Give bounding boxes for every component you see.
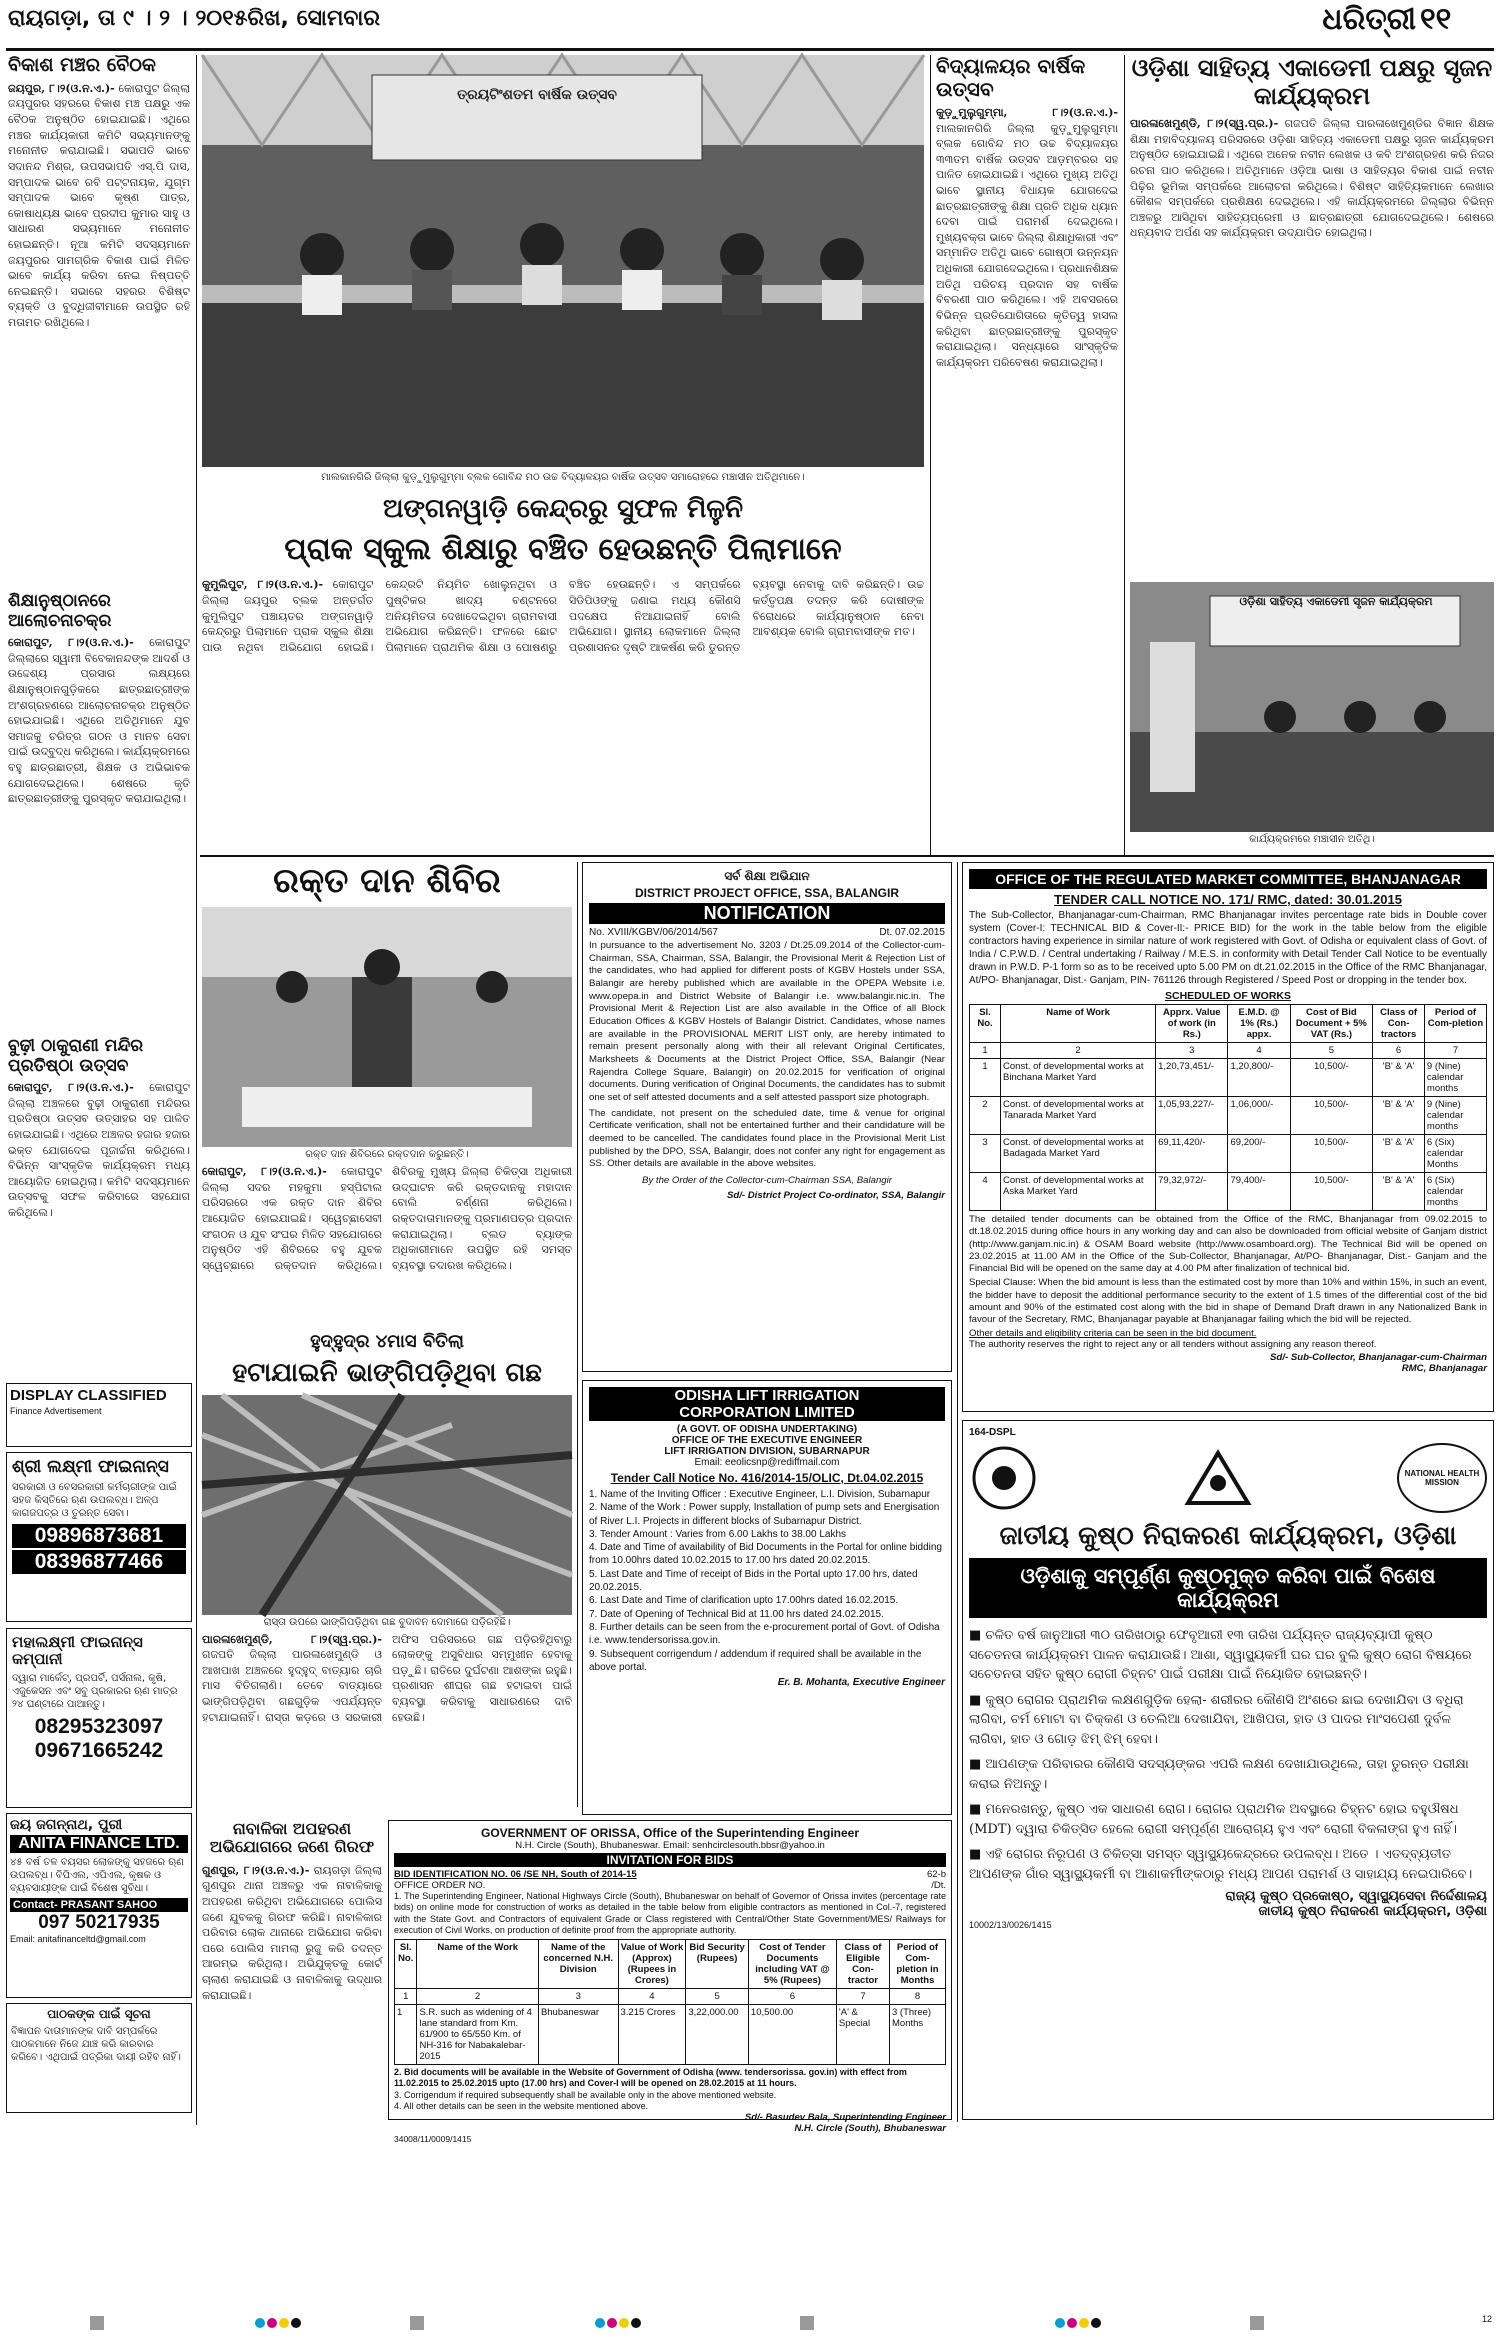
dateline: ଜୟପୁର, ୮।୨(ଓ.ନ.ଏ.)- — [8, 81, 115, 95]
col-number: 3 — [538, 1989, 618, 2005]
ad-phone: 097 50217935 — [38, 1912, 160, 1934]
dateline-header: ରାୟଗଡ଼ା, ତା ୯ । ୨ । ୨୦୧୫ରିଖ, ସୋମବାର — [8, 6, 381, 31]
col-number: 6 — [748, 1989, 836, 2005]
nh-code: 62-b — [926, 1869, 946, 1880]
nh-para1: 1. The Superintending Engineer, National Highways Circle (South), Bhubaneswar on behalf of Governor of Orissa invites (percentage rate bids) on online mode for construction of works as detailed in the table below from eligible contractors as mentioned in Col.-7, registered with the State Govt. and Contractors of equivalent Grade or Class registered with Central/Other State Government/MES/ Railways for execution of Civil Works, on production of definite proof from the appropriate authority. — [394, 1891, 946, 1935]
rmc-signature2: RMC, Bhanjanagar — [1401, 1363, 1487, 1375]
cell: 10,500.00 — [748, 2005, 836, 2065]
article-body: ରାୟଗଡ଼ା ଜିଲ୍ଲା ଗୁଣପୁର ଥାନା ଅଞ୍ଚଳରୁ ଏକ ନାବାଳିକାକୁ ଅପହରଣ କରିଥିବା ଅଭିଯୋଗରେ ପୋଲିସ ଜଣେ ଯୁବକକୁ ଗିରଫ କରିଛି। ନାବାଳିକାର ପରିବାର ଲୋକ ଥାନାରେ ଅଭିଯୋଗ କରିବା ପରେ ପୋଲିସ ମାମଲା ରୁଜୁ କରି ତଦନ୍ତ ଆରମ୍ଭ କରିଥିଲା। ଅଭିଯୁକ୍ତକୁ କୋର୍ଟ ଚାଲାଣ କରାଯାଇଛି ଓ ନାବାଳିକାକୁ ଉଦ୍ଧାର କରାଯାଇଛି। — [202, 1863, 382, 2002]
cell: 'B' & 'A' — [1373, 1135, 1425, 1173]
ad-title: ଜୟ ଜଗନ୍ନାଥ, ପୁରୀ — [10, 1817, 123, 1833]
nh-title: GOVERNMENT OF ORISSA, Office of the Superintending Engineer — [480, 1826, 860, 1840]
col-number: 8 — [890, 1989, 946, 2005]
olic-item: 3. Tender Amount : Varies from 6.00 Lakhs to 38.00 Lakhs — [589, 1528, 847, 1540]
col-header: Name of the concerned N.H. Division — [538, 1940, 618, 1989]
table-header-row — [970, 1005, 1487, 1043]
ssa-title: NOTIFICATION — [589, 903, 945, 924]
cell: 79,400/- — [1228, 1173, 1290, 1211]
olic-item: 4. Date and Time of availability of Bid Documents in the Portal for online bidding from 10.00hrs dated 10.02.2015 to 17.00 hrs dated 20.02.2015. — [589, 1542, 942, 1567]
col-header: Bid Security (Rupees) — [686, 1940, 749, 1989]
col-header: Sl. No. — [970, 1005, 1001, 1043]
nhm-bullet: ■ ଆପଣଙ୍କ ପରିବାରର କୌଣସି ସଦସ୍ୟଙ୍କର ଏପରି ଲକ୍ଷଣ ଦେଖାଯାଉଥିଲେ, ତାହା ତୁରନ୍ତ ପରୀକ୍ଷା କରାଇ ନିଅନ୍ତୁ। — [969, 1757, 1469, 1792]
photo-banner-text: ଓଡ଼ିଶା ସାହିତ୍ୟ ଏକାଡେମୀ ସୃଜନ କାର୍ଯ୍ୟକ୍ରମ — [1239, 595, 1433, 608]
ad-phone: 09896873681 — [12, 1524, 186, 1548]
cell: 2 — [970, 1097, 1001, 1135]
ad-title: DISPLAY CLASSIFIED — [10, 1387, 167, 1404]
col-number: 4 — [1228, 1043, 1290, 1059]
olic-item: 1. Name of the Inviting Officer : Executive Engineer, L.I. Division, Subarnapur — [589, 1489, 931, 1500]
cell: 10,500/- — [1290, 1173, 1373, 1211]
blood-camp-image — [202, 907, 572, 1147]
col-header: Class of Eligible Con-tractor — [836, 1940, 889, 1989]
masthead: ଧରିତ୍ରୀ — [1322, 2, 1416, 37]
cell: 79,32,972/- — [1156, 1173, 1228, 1211]
olic-sub2: OFFICE OF THE EXECUTIVE ENGINEER — [671, 1435, 863, 1446]
ad-title: ମହାଲକ୍ଷ୍ମୀ ଫାଇନାନ୍ସ କମ୍ପାନୀ — [12, 1633, 143, 1669]
table-number-row — [395, 1989, 946, 2005]
col-header: Sl. No. — [395, 1940, 417, 1989]
headline: ନାବାଳିକା ଅପହରଣ ଅଭିଯୋଗରେ ଜଣେ ଗିରଫ — [209, 1819, 375, 1857]
headline: ଓଡ଼ିଶା ସାହିତ୍ୟ ଏକାଡେମୀ ପକ୍ଷରୁ ସୃଜନ କାର୍ଯ୍ୟକ୍ରମ — [1131, 54, 1493, 110]
article-bikash-manch — [8, 55, 190, 585]
nhm-bullet-text: ଚଳିତ ବର୍ଷ ଜାନୁଆରୀ ୩୦ ତାରିଖଠାରୁ ଫେବୃଆରୀ ୧୩ ତାରିଖ ପର୍ଯ୍ୟନ୍ତ ରାଜ୍ୟବ୍ୟାପୀ କୁଷ୍ଠ ସଚେତନତା କାର୍ଯ୍ୟକ୍ରମ ପାଳନ କରାଯାଉଛି। ଆଶା, ସ୍ୱାସ୍ଥ୍ୟକର୍ମୀ ଘର ଘର ବୁଲି କୁଷ୍ଠ ରୋଗ ବିଷୟରେ ସଚେତନତା ସହିତ କୁଷ୍ଠ ରୋଗୀ ଚିହ୍ନଟ ପାଇଁ ପରୀକ୍ଷା ପାଇଁ ନିୟୋଜିତ ହୋଇଛନ୍ତି। — [969, 1628, 1472, 1683]
table-row — [970, 1173, 1487, 1211]
cell: 'B' & 'A' — [1373, 1173, 1425, 1211]
article-body: କୋରାପୁଟ ଜିଲ୍ଲାରେ ସ୍ୱାମୀ ବିବେକାନନ୍ଦଙ୍କ ଆଦର୍ଶ ଓ ଉଦ୍ଦେଶ୍ୟ ପ୍ରସାର ଲକ୍ଷ୍ୟରେ ଶିକ୍ଷାନୁଷ୍ଠାନଗୁଡ଼ିକରେ ଛାତ୍ରଛାତ୍ରୀଙ୍କ ଅଂଶଗ୍ରହଣରେ ଆଲୋଚନାଚକ୍ର ଅନୁଷ୍ଠିତ ହୋଇଯାଇଛି। ଏଥିରେ ଅତିଥିମାନେ ଯୁବ ସମାଜକୁ ଚରିତ୍ର ଗଠନ ଓ ମାନବ ସେବା ପାଇଁ ଉଦ୍ବୁଦ୍ଧ କରିଥିଲେ। କାର୍ଯ୍ୟକ୍ରମରେ ବହୁ ଛାତ୍ରଛାତ୍ରୀ, ଶିକ୍ଷକ ଓ ଅଭିଭାବକ ଯୋଗଦେଇଥିଲେ। ଶେଷରେ କୃତି ଛାତ୍ରଛାତ୍ରୀଙ୍କୁ ପୁରସ୍କୃତ କରାଯାଇଥିଲା। — [8, 636, 190, 806]
notice-body: ବିଜ୍ଞାପନ ଦାତାମାନଙ୍କ ଦାବି ସମ୍ପର୍କରେ ପାଠକମାନେ ନିଜେ ଯାଞ୍ଚ କରି କାରବାର କରିବେ। ଏଥିପାଇଁ ପତ୍ରିକା ଦାୟୀ ରହିବ ନାହିଁ। — [11, 2025, 181, 2063]
ad-subtitle: Finance Advertisement — [10, 1406, 102, 1416]
nh-para4: 4. All other details can be seen in the website mentioned above. — [394, 2100, 649, 2111]
headline: ବିକାଶ ମଞ୍ଚର ବୈଠକ — [8, 54, 156, 76]
family-health-icon — [1178, 1443, 1258, 1513]
nh-reference: 34008/11/0009/1415 — [394, 2134, 472, 2144]
table-row — [970, 1135, 1487, 1173]
cell: Const. of developmental works at Badagada Market Yard — [1001, 1135, 1156, 1173]
column-rule — [196, 55, 197, 2125]
col-header: Period of Com-pletion in Months — [890, 1940, 946, 1989]
nhm-bullet: ■ ଚଳିତ ବର୍ଷ ଜାନୁଆରୀ ୩୦ ତାରିଖଠାରୁ ଫେବୃଆରୀ ୧୩ ତାରିଖ ପର୍ଯ୍ୟନ୍ତ ରାଜ୍ୟବ୍ୟାପୀ କୁଷ୍ଠ ସଚେତନତା କାର୍ଯ୍ୟକ୍ରମ ପାଳନ କରାଯାଉଛି। ଆଶା, ସ୍ୱାସ୍ଥ୍ୟକର୍ମୀ ଘର ଘର ବୁଲି କୁଷ୍ଠ ରୋଗ ବିଷୟରେ ସଚେତନତା ସହିତ କୁଷ୍ଠ ରୋଗୀ ଚିହ୍ନଟ ପାଇଁ ପରୀକ୍ଷା ପାଇଁ ନିୟୋଜିତ ହୋଇଛନ୍ତି। — [969, 1628, 1472, 1683]
notice-title: ପାଠକଙ୍କ ପାଇଁ ସୂଚନା — [47, 2007, 151, 2021]
ad-anita-finance — [6, 1813, 192, 1998]
photo-caption: କାର୍ଯ୍ୟକ୍ରମରେ ମଞ୍ଚାସୀନ ଅତିଥି। — [1249, 834, 1375, 846]
page-number: ୧୧ — [1420, 2, 1452, 37]
cell: Const. of developmental works at Tanarada Market Yard — [1001, 1097, 1156, 1135]
rmc-signature1: Sd/- Sub-Collector, Bhanjanagar-cum-Chairman — [1270, 1352, 1487, 1364]
dateline: କୋରାପୁଟ, ୮।୨(ଓ.ନ.ଏ.)- — [8, 636, 134, 650]
rmc-notice-no: TENDER CALL NOTICE NO. 171/ RMC, dated: 30.01.2015 — [1054, 892, 1402, 907]
nhm-bullet-text: ମନେରଖନ୍ତୁ, କୁଷ୍ଠ ଏକ ସାଧାରଣ ରୋଗ। ରୋଗର ପ୍ରାଥମିକ ଅବସ୍ଥାରେ ଚିହ୍ନଟ ହୋଇ ବହୁଔଷଧ (MDT) ଦ୍ୱାରା ଚିକିତ୍ସିତ ହେଲେ ରୋଗୀ ସମ୍ପୂର୍ଣ୍ଣ ଆରୋଗ୍ୟ ହୁଏ ଏବଂ ରୋଗୀ ବିକଳାଙ୍ଗ ହୁଏ ନାହିଁ। — [969, 1802, 1459, 1837]
photo-caption: ରାସ୍ତା ଉପରେ ଭାଙ୍ଗିପଡ଼ିଥିବା ଗଛ ବୁଦାବନ ଦୋମାରେ ପଡ଼ିରହିଛି। — [263, 1616, 511, 1628]
nhm-bullet-text: ଆପଣଙ୍କ ପରିବାରର କୌଣସି ସଦସ୍ୟଙ୍କର ଏପରି ଲକ୍ଷଣ ଦେଖାଯାଉଥିଲେ, ତାହା ତୁରନ୍ତ ପରୀକ୍ଷା କରାଇ ନିଅନ୍ତୁ। — [969, 1757, 1469, 1792]
olic-item: 6. Last Date and Time of clarification upto 17.00hrs dated 16.02.2015. — [589, 1595, 899, 1607]
nhm-bullet: ■ କୁଷ୍ଠ ରୋଗର ପ୍ରାଥମିକ ଲକ୍ଷଣଗୁଡ଼ିକ ହେଲା- ଶରୀରର କୌଣସି ଅଂଶରେ ଛାଇ ଦେଖାଯିବା ଓ ବଧିରା ଲାଗିବା, ଚର୍ମ ମୋଟା ବା ଚିକ୍କଣ ଓ ତେଲିଆ ଦେଖାଯିବା, ଆଖିପତା, ହାତ ଓ ପାଦର ମାଂସପେଶୀ ଦୁର୍ବଳ ଲାଗିବା, ହାତ ଓ ଗୋଡ଼ ଝିମ୍ ଝିମ୍ ହେବା। — [969, 1692, 1464, 1747]
headline: ପ୍ରାକ ସ୍କୁଲ ଶିକ୍ଷାରୁ ବଞ୍ଚିତ ହେଉଛନ୍ତି ପିଲାମାନେ — [284, 531, 842, 567]
header-rule — [6, 48, 1494, 51]
ssa-body1: In pursuance to the advertisement No. 3203 / Dt.25.09.2014 of the Collector-cum-Chairman, SSA, Chairman, SSA, Balangir, the Provisional Merit & Rejection List of the candidates, who had applied for different posts of KGBV Hostels under SSA, Balangir are hereby published which are available in the OPEPA Website i.e. www.opepa.in and District Website of Balangir i.e. www.balangir.nic.in. The Provisional Merit & Rejection List are also available in the Office of all Block Education Offices & KGBV Hostels of Balangir District. Candidates, whose names are available in the PROVISIONAL MERIT LIST only, are hereby intimated to remain present personally along with their all relevant Original Certificates, Marksheets & Documents at the District Project Office, SSA, Balangir (Near Rajendra College Square, Balangir) on 20.02.2015 for verification of original documents. During verification of Original Documents, the candidates has to submit one set of self attested documents and a self attested passport size photograph. — [589, 940, 945, 1103]
print-registration-marks — [0, 2310, 1500, 2335]
article-body: କୋରାପୁଟ ଜିଲ୍ଲା ଜୟପୁରର ସହରରେ ବିକାଶ ମଞ୍ଚ ପକ୍ଷରୁ ଏକ ବୈଠକ ଅନୁଷ୍ଠିତ ହୋଇଯାଇଛି। ଏଥିରେ ମଞ୍ଚର କାର୍ଯ୍ୟକାରୀ କମିଟି ସଭ୍ୟମାନଙ୍କୁ ମନୋନୀତ କରାଯାଇଛି। ସଭାପତି ଭାବେ ସଦାନନ୍ଦ ମିଶ୍ର, ଉପସଭାପତି ଏସ୍‌.ପି ଦାସ, ସମ୍ପାଦକ ଭାବେ ରବି ପଟ୍ଟନାୟକ, ଯୁଗ୍ମ ସମ୍ପାଦକ ଭାବେ କୃଷ୍ଣ ପାତ୍ର, କୋଷାଧ୍ୟକ୍ଷ ଭାବେ ପ୍ରଦୀପ କୁମାର ସାହୁ ଓ ସାଧାରଣ ସଭ୍ୟମାନେ ମନୋନୀତ ହୋଇଛନ୍ତି। ନୂଆ କମିଟି ସଦସ୍ୟମାନେ ଜୟପୁରର ସାମଗ୍ରିକ ବିକାଶ ପାଇଁ ମିଳିତ ଭାବେ କାର୍ଯ୍ୟ କରିବା ନେଇ ନିଷ୍ପତ୍ତି ନେଇଛନ୍ତି। ସଭାରେ ସହରର ବିଶିଷ୍ଟ ବ୍ୟକ୍ତି ଓ ବୁଦ୍ଧିଜୀବୀମାନେ ଉପସ୍ଥିତ ରହି ମତାମତ ରଖିଥିଲେ। — [8, 81, 190, 329]
nhm-bullet: ■ ମନେରଖନ୍ତୁ, କୁଷ୍ଠ ଏକ ସାଧାରଣ ରୋଗ। ରୋଗର ପ୍ରାଥମିକ ଅବସ୍ଥାରେ ଚିହ୍ନଟ ହୋଇ ବହୁଔଷଧ (MDT) ଦ୍ୱାରା ଚିକିତ୍ସିତ ହେଲେ ରୋଗୀ ସମ୍ପୂର୍ଣ୍ଣ ଆରୋଗ୍ୟ ହୁଏ ଏବଂ ରୋଗୀ ବିକଳାଙ୍ଗ ହୁଏ ନାହିଁ। — [969, 1802, 1459, 1837]
cell: 69,11,420/- — [1156, 1135, 1228, 1173]
rmc-tender — [962, 862, 1494, 1412]
cell: 10,500/- — [1290, 1097, 1373, 1135]
col-number: 5 — [686, 1989, 749, 2005]
nhm-signature1: ରାଜ୍ୟ କୁଷ୍ଠ ପ୍ରକୋଷ୍ଠ, ସ୍ୱାସ୍ଥ୍ୟସେବା ନିର୍ଦ୍ଦେଶାଳୟ — [1225, 1889, 1487, 1905]
cell: 6 (Six) calendar Months — [1424, 1135, 1486, 1173]
col-header: Name of Work — [1001, 1005, 1156, 1043]
dateline: କୋରାପୁଟ, ୮।୨(ଓ.ନ.ଏ.)- — [8, 1081, 134, 1095]
nhm-title: ଜାତୀୟ କୁଷ୍ଠ ନିରାକରଣ କାର୍ଯ୍ୟକ୍ରମ, ଓଡ଼ିଶା — [999, 1521, 1457, 1551]
nh-order: OFFICE ORDER NO. — [394, 1880, 486, 1891]
article-fallen-trees — [202, 1332, 572, 1812]
nh-signature1: Sd/- Basudev Bala, Superintending Engineer — [744, 2112, 946, 2123]
rmc-other: Other details and eligibility criteria can be seen in the bid document. — [969, 1328, 1257, 1340]
nhm-leprosy-ad — [962, 1420, 1494, 2120]
ad-title: ଶ୍ରୀ ଲକ୍ଷ୍ମୀ ଫାଇନାନ୍ସ — [12, 1457, 169, 1477]
headline: ରକ୍ତ ଦାନ ଶିବିର — [273, 861, 501, 901]
olic-sub1: (A GOVT. OF ODISHA UNDERTAKING) — [676, 1424, 858, 1435]
article-body: କୋରାପୁଟ ଜିଲ୍ଲା ଅଞ୍ଚଳରେ ବୁଢ଼ୀ ଠାକୁରାଣୀ ମନ୍ଦିରର ପ୍ରତିଷ୍ଠା ଉତ୍ସବ ଉତ୍ସାହର ସହ ପାଳିତ ହୋଇଯାଇଛି। ଏଥିରେ ଅଞ୍ଚଳର ହଜାର ହଜାର ଭକ୍ତ ଯୋଗଦେଇ ପୂଜାର୍ଚ୍ଚନା କରିଥିଲେ। ବିଭିନ୍ନ ସାଂସ୍କୃତିକ କାର୍ଯ୍ୟକ୍ରମ ମଧ୍ୟ ଆୟୋଜିତ ହୋଇଥିଲା। କମିଟି ସଦସ୍ୟମାନେ ଉତ୍ସବକୁ ସଫଳ କରିବାରେ ସହଯୋଗ କରିଥିଲେ। — [8, 1081, 190, 1219]
olic-sub3: LIFT IRRIGATION DIVISION, SUBARNAPUR — [664, 1446, 870, 1457]
cell: 4 — [970, 1173, 1001, 1211]
olic-item: 2. Name of the Work : Power supply, Installation of pump sets and Energisation of River L.I. Projects in different blocks of Subarnapur District. — [589, 1502, 940, 1527]
headline: ହଟାଯାଇନି ଭାଙ୍ଗିପଡ଼ିଥିବା ଗଛ — [232, 1357, 542, 1388]
dateline: କୋରାପୁଟ, ୮।୨(ଓ.ନ.ଏ.)- — [202, 1165, 327, 1179]
olic-item: 9. Subsequent corrigendum / addendum if required shall be available in the above portal. — [589, 1648, 922, 1673]
cell: 69,200/- — [1228, 1135, 1290, 1173]
olic-title — [589, 1387, 945, 1421]
col-header: Cost of Bid Document + 5% VAT (Rs.) — [1290, 1005, 1373, 1043]
dateline: ପାରଳାଖେମୁଣ୍ଡି, ୮।୨(ସ୍ୱ.ପ୍ର.)- — [1130, 117, 1279, 131]
article-temple — [8, 1037, 190, 1377]
article-kidnap — [202, 1820, 382, 2120]
dateline: ପାରଳାଖେମୁଣ୍ଡି, ୮।୨(ସ୍ୱ.ପ୍ର.)- — [202, 1632, 382, 1646]
nhm-bullet-text: ଏହି ରୋଗର ନିରୂପଣ ଓ ଚିକିତ୍ସା ସମସ୍ତ ସ୍ୱାସ୍ଥ୍ୟକେନ୍ଦ୍ରରେ ଉପଲବ୍ଧ। ଅତେ । ଏତଦ୍‌ବ୍ୟତୀତ ଆପଣଙ୍କ ଗାଁର ସ୍ୱାସ୍ଥ୍ୟକର୍ମୀ ବା ଆଶାକର୍ମୀଙ୍କଠାରୁ ମଧ୍ୟ ଆପଣ ପରାମର୍ଶ ଓ ସାହାଯ୍ୟ ନେଇପାରିବେ। — [969, 1847, 1473, 1882]
col-header: E.M.D. @ 1% (Rs.) appx. — [1228, 1005, 1290, 1043]
ssa-signature: Sd/- District Project Co-ordinator, SSA, Balangir — [726, 1189, 945, 1201]
ad-sri-lakshmi — [6, 1452, 192, 1622]
nh-address: N.H. Circle (South), Bhubaneswar. Email: senhcirclesouth.bbsr@yahoo.in — [515, 1840, 825, 1851]
col-number: 6 — [1373, 1043, 1425, 1059]
cell: 1 — [395, 2005, 417, 2065]
nhm-bullet-text: କୁଷ୍ଠ ରୋଗର ପ୍ରାଥମିକ ଲକ୍ଷଣଗୁଡ଼ିକ ହେଲା- ଶରୀରର କୌଣସି ଅଂଶରେ ଛାଇ ଦେଖାଯିବା ଓ ବଧିରା ଲାଗିବା, ଚର୍ମ ମୋଟା ବା ଚିକ୍କଣ ଓ ତେଲିଆ ଦେଖାଯିବା, ଆଖିପତା, ହାତ ଓ ପାଦର ମାଂସପେଶୀ ଦୁର୍ବଳ ଲାଗିବା, ହାତ ଓ ଗୋଡ଼ ଝିମ୍ ଝିମ୍ ହେବା। — [969, 1692, 1464, 1747]
dateline: କୁଡ଼ୁମୁଲୁଗୁମ୍ମା, ୮।୨(ଓ.ନ.ଏ.)- — [936, 106, 1118, 119]
cell: 3.215 Crores — [618, 2005, 686, 2065]
table-header-row — [395, 1940, 946, 1989]
article-body: ମାଲକାନଗିରି ଜିଲ୍ଲା କୁଡ଼ୁମୁଲୁଗୁମ୍ମା ବ୍ଲକ ଗୋବିନ୍ଦ ମଠ ଉଚ୍ଚ ବିଦ୍ୟାଳୟର ୩୩ତମ ବାର୍ଷିକ ଉତ୍ସବ ଆଡ଼ମ୍ବରର ସହ ପାଳିତ ହୋଇଯାଇଛି। ଏଥିରେ ମୁଖ୍ୟ ଅତିଥି ଭାବେ ସ୍ଥାନୀୟ ବିଧାୟକ ଯୋଗଦେଇ ଛାତ୍ରଛାତ୍ରୀଙ୍କୁ ଶିକ୍ଷା ପ୍ରତି ଅଧିକ ଧ୍ୟାନ ଦେବା ପାଇଁ ପରାମର୍ଶ ଦେଇଥିଲେ। ମୁଖ୍ୟବକ୍ତା ଭାବେ ଜିଲ୍ଲା ଶିକ୍ଷାଧିକାରୀ ଏବଂ ସମ୍ମାନିତ ଅତିଥି ଭାବେ ଗୋଷ୍ଠୀ ଉନ୍ନୟନ ଅଧିକାରୀ ଯୋଗଦେଇଥିଲେ। ପ୍ରଧାନଶିକ୍ଷକ ଅତିଥି ପରିଚୟ ପ୍ରଦାନ ସହ ବାର୍ଷିକ ବିବରଣୀ ପାଠ କରିଥିଲେ। ଏହି ଅବସରରେ ବିଭିନ୍ନ ପ୍ରତିଯୋଗିତାରେ କୃତିତ୍ୱ ହାସଲ କରିଥିବା ଛାତ୍ରଛାତ୍ରୀଙ୍କୁ ପୁରସ୍କୃତ କରାଯାଇଥିଲା। ସନ୍ଧ୍ୟାରେ ସାଂସ୍କୃତିକ କାର୍ଯ୍ୟକ୍ରମ ପରିବେଷଣ କରାଯାଇଥିଲା। — [936, 121, 1118, 369]
dateline: କୁମୁଲିପୁଟ, ୮।୨(ଓ.ନ.ଏ.)- — [202, 578, 324, 592]
ssa-body2: The candidate, not present on the scheduled date, time & venue for original Certificate verification, shall not be entertained further and their candidature will be deemed to be cancelled. The candidates found place in the Provisional Merit List published by the DPO, SSA, Balangir, does not confer any right for engagement as SS. Other details are available in the above websites. — [589, 1107, 945, 1170]
ad-body: ୪୫ ବର୍ଷ ତଳ ବୟସର ଲୋକଙ୍କୁ ସହଜରେ ଋଣ ଉପଲବ୍ଧ। ବିପିଏଲ, ଏପିଏଲ, କୃଷକ ଓ ବ୍ୟବସାୟୀଙ୍କ ପାଇଁ ବିଶେଷ ସୁବିଧା। — [10, 1857, 184, 1895]
headline: ଶିକ୍ଷାନୁଷ୍ଠାନରେ ଆଲୋଚନାଚକ୍ର — [8, 591, 112, 631]
ssa-number: No. XVIII/KGBV/06/2014/567 — [589, 927, 718, 938]
footer-page-number: 12 — [1481, 2314, 1492, 2324]
col-number: 1 — [395, 1989, 417, 2005]
kicker: ହୁଦ୍‌ହୁଦ୍‌ର ୪ମାସ ବିତିଲା — [310, 1331, 464, 1352]
headline: ବୁଢ଼ୀ ଠାକୁରାଣୀ ମନ୍ଦିର ପ୍ରତିଷ୍ଠା ଉତ୍ସବ — [8, 1036, 144, 1076]
cell: 3,22,000.00 — [686, 2005, 749, 2065]
ad-phone: 09671665242 — [34, 1738, 164, 1762]
col-number: 4 — [618, 1989, 686, 2005]
nhm-signature2: ଜାତୀୟ କୁଷ୍ଠ ନିରାକରଣ କାର୍ଯ୍ୟକ୍ରମ, ଓଡ଼ିଶା — [1258, 1904, 1487, 1920]
col-number: 1 — [970, 1043, 1001, 1059]
olic-item: 8. Further details can be seen from the e-procurement portal of Govt. of Odisha i.e. www.tendersorissa.gov.in. — [589, 1621, 940, 1647]
article-body: ଗଜପତି ଜିଲ୍ଲା ପାରଳାଖେମୁଣ୍ଡିର ବିଜ୍ଞାନ ଶିକ୍ଷକ ଶିକ୍ଷା ମହାବିଦ୍ୟାଳୟ ପରିସରରେ ଓଡ଼ିଶା ସାହିତ୍ୟ ଏକାଡେମୀ ପକ୍ଷରୁ ସୃଜନ କାର୍ଯ୍ୟକ୍ରମ ଅନୁଷ୍ଠିତ ହୋଇଯାଇଛି। ଏଥିରେ ଅନେକ ନବୀନ ଲେଖକ ଓ କବି ଅଂଶଗ୍ରହଣ କରି ନିଜର ରଚନା ପାଠ କରିଥିଲେ। ଅତିଥିମାନେ ଓଡ଼ିଆ ଭାଷା ଓ ସାହିତ୍ୟର ବିକାଶ ପାଇଁ ନବୀନ ପିଢ଼ିର ଭୂମିକା ସମ୍ପର୍କରେ ଆଲୋଚନା କରିଥିଲେ। ବିଶିଷ୍ଟ ସାହିତ୍ୟିକମାନେ ଲେଖାର କୌଶଳ ସମ୍ପର୍କରେ ପ୍ରଶିକ୍ଷଣ ଦେଇଥିଲେ। ଏହି କାର୍ଯ୍ୟକ୍ରମରେ ଜିଲ୍ଲାର ବିଭିନ୍ନ ଅଞ୍ଚଳରୁ ଆସିଥିବା ସାହିତ୍ୟପ୍ରେମୀ ଓ ଛାତ୍ରଛାତ୍ରୀ ଯୋଗଦେଇଥିଲେ। ଶେଷରେ ଧନ୍ୟବାଦ ଅର୍ପଣ ସହ କାର୍ଯ୍ୟକ୍ରମ ଉଦ୍‌ଯାପିତ ହୋଇଥିଲା। — [1130, 117, 1494, 240]
ad-phone: 08396877466 — [12, 1550, 186, 1574]
cell: S.R. such as widening of 4 lane standard from Km. 61/900 to 65/550 Km. of NH-316 for Nabakalebar-2015 — [417, 2005, 538, 2065]
olic-notice-no: Tender Call Notice No. 416/2014-15/OLIC, Dt.04.02.2015 — [610, 1471, 924, 1485]
kicker: ଅଙ୍ଗନୱାଡ଼ି କେନ୍ଦ୍ରରୁ ସୁଫଳ ମିଳୁନି — [383, 494, 743, 524]
cell: 6 (Six) calendar months — [1424, 1173, 1486, 1211]
article-seminar — [8, 592, 190, 1032]
cell: Const. of developmental works at Aska Market Yard — [1001, 1173, 1156, 1211]
cell: 3 (Three) Months — [890, 2005, 946, 2065]
odisha-emblem-icon — [969, 1443, 1039, 1513]
article-blood-donation — [202, 862, 572, 1327]
table-row — [395, 2005, 946, 2065]
cell: 1,20,73,451/- — [1156, 1059, 1228, 1097]
article-school-annual — [936, 55, 1118, 845]
article-body: ଗଜପତି ଜିଲ୍ଲା ପାରଳାଖେମୁଣ୍ଡି ଓ ଆଖପାଖ ଅଞ୍ଚଳରେ ହୁଦ୍‌ହୁଦ୍ ବାତ୍ୟାର ଚାରି ମାସ ବିତିଗଲାଣି। ତେବେ ବାତ୍ୟାରେ ଭାଙ୍ଗିପଡ଼ିଥିବା ଗଛଗୁଡ଼ିକ ଏପର୍ଯ୍ୟନ୍ତ ହଟାଯାଇନାହିଁ। ରାସ୍ତା କଡ଼ରେ ଓ ସରକାରୀ ଅଫିସ ପରିସରରେ ଗଛ ପଡ଼ିରହିଥିବାରୁ ଲୋକଙ୍କୁ ଅସୁବିଧାର ସମ୍ମୁଖୀନ ହେବାକୁ ପଡ଼ୁଛି। ରାତିରେ ଦୁର୍ଘଟଣା ଆଶଙ୍କା ରହୁଛି। ପ୍ରଶାସନ ଶୀଘ୍ର ଗଛ ହଟାଇବା ପାଇଁ ବ୍ୟବସ୍ଥା କରିବାକୁ ସାଧାରଣରେ ଦାବି ହେଉଛି। — [202, 1632, 572, 1724]
ad-body: ଦ୍ୱାରା ମାର୍କେଟ୍, ପ୍ରପର୍ଟି, ପର୍ସନାଲ, କୃଷି, ଏଜୁକେସନ ଏବଂ ସବୁ ପ୍ରକାରର ଋଣ ମାତ୍ର ୨୪ ଘଣ୍ଟାରେ ପାଆନ୍ତୁ। — [12, 1672, 178, 1710]
olic-item: 7. Date of Opening of Technical Bid at 11.00 hrs dated 24.02.2015. — [589, 1608, 884, 1620]
col-header: Cost of Tender Documents including VAT @ 5% (Rupees) — [748, 1940, 836, 1989]
cell: 1 — [970, 1059, 1001, 1097]
olic-title-line2: CORPORATION LIMITED — [679, 1404, 855, 1421]
article-body: କୋରାପୁଟ ଜିଲ୍ଲା ଜୟପୁର ବ୍ଲକ ଅନ୍ତର୍ଗତ କୁମୁଲିପୁଟ ପଞ୍ଚାୟତର ଅଙ୍ଗନୱାଡ଼ି କେନ୍ଦ୍ରରୁ ପିଲାମାନେ ପ୍ରାକ ସ୍କୁଲ ଶିକ୍ଷା ପାଉ ନଥିବା ଅଭିଯୋଗ ହୋଇଛି। କେନ୍ଦ୍ରଟି ନିୟମିତ ଖୋଲୁନଥିବା ଓ ପୁଷ୍ଟିକର ଖାଦ୍ୟ ବଣ୍ଟନରେ ଅନିୟମିତତା ଦେଖାଦେଇଥିବା ଗ୍ରାମବାସୀ ଅଭିଯୋଗ କରିଛନ୍ତି। ଫଳରେ ଛୋଟ ପିଲାମାନେ ପ୍ରାଥମିକ ଶିକ୍ଷା ଓ ପୋଷଣରୁ ବଞ୍ଚିତ ହେଉଛନ୍ତି। ଏ ସମ୍ପର୍କରେ ସିଡିପିଓଙ୍କୁ ଜଣାଇ ମଧ୍ୟ କୌଣସି ପଦକ୍ଷେପ ନିଆଯାଇନାହିଁ ବୋଲି ଅଭିଯୋଗ। ସ୍ଥାନୀୟ ଲୋକମାନେ ଜିଲ୍ଲା ପ୍ରଶାସନର ଦୃଷ୍ଟି ଆକର୍ଷଣ କରି ତୁରନ୍ତ ବ୍ୟବସ୍ଥା ନେବାକୁ ଦାବି କରିଛନ୍ତି। ଉଚ୍ଚ କର୍ତ୍ତୃପକ୍ଷ ତଦନ୍ତ କରି ଦୋଷୀଙ୍କ ବିରୋଧରେ କାର୍ଯ୍ୟାନୁଷ୍ଠାନ ନେବା ଆବଶ୍ୟକ ବୋଲି ଗ୍ରାମବାସୀଙ୍କ ମତ। — [202, 578, 924, 654]
ad-company: ANITA FINANCE LTD. — [10, 1835, 188, 1853]
nh-para2: 2. Bid documents will be available in the Website of Government of Odisha (www. tendersorissa. gov.in) with effect from 11.02.2015 to 25.02.2015 upto (17.00 hrs) and Cover-I will be opened on 28.02.2015 at 11 hours. — [394, 2067, 907, 2089]
cell: Const. of developmental works at Binchana Market Yard — [1001, 1059, 1156, 1097]
nhm-logo: NATIONAL HEALTH MISSION — [1397, 1443, 1487, 1513]
nh-signature2: N.H. Circle (South), Bhubaneswar — [794, 2123, 946, 2134]
ad-phone: 08295323097 — [34, 1714, 164, 1738]
olic-item: 5. Last Date and Time of receipt of Bids in the Portal upto 17.00 hrs, dated 20.02.2015. — [589, 1568, 918, 1594]
nh-band: INVITATION FOR BIDS — [394, 1853, 946, 1867]
fallen-tree-image — [202, 1395, 572, 1615]
col-number: 3 — [1156, 1043, 1228, 1059]
nhm-code: 164-DSPL — [969, 1427, 1016, 1438]
column-rule — [930, 55, 931, 855]
rmc-work-table — [969, 1004, 1487, 1211]
table-number-row — [970, 1043, 1487, 1059]
cell: Bhubaneswar — [538, 2005, 618, 2065]
col-number: 5 — [1290, 1043, 1373, 1059]
nhm-bullet: ■ ଏହି ରୋଗର ନିରୂପଣ ଓ ଚିକିତ୍ସା ସମସ୍ତ ସ୍ୱାସ୍ଥ୍ୟକେନ୍ଦ୍ରରେ ଉପଲବ୍ଧ। ଅତେ । ଏତଦ୍‌ବ୍ୟତୀତ ଆପଣଙ୍କ ଗାଁର ସ୍ୱାସ୍ଥ୍ୟକର୍ମୀ ବା ଆଶାକର୍ମୀଙ୍କଠାରୁ ମଧ୍ୟ ଆପଣ ପରାମର୍ଶ ଓ ସାହାଯ୍ୟ ନେଇପାରିବେ। — [969, 1847, 1473, 1882]
rmc-body: The Sub-Collector, Bhanjanagar-cum-Chairman, RMC Bhanjanagar invites percentage rate bids in Double cover system (Cover-I: TECHNICAL BID & Cover-II:- PRICE BID) for the work in the table below from the eligible contractors having experience in similar nature of work registered with Govt. of Odisha or equivalent class of Govt. of India / C.P.W.D. / Central undertaking / Railway / M.E.S. in conformity with Detail Tender Call Notice to be eventually drawn in P.W.D. P-1 form so as to be received upto 5.00 PM on dt.21.02.2015 in the Office of the RMC Bhanjanagar, At/PO- Bhanjanagar, Dist.- Ganjam, PIN- 761126 through Registered / Speed Post or dropping in the tender box. — [969, 910, 1487, 986]
readers-notice — [6, 2003, 192, 2113]
olic-tender — [582, 1380, 952, 1815]
column-rule — [1124, 55, 1125, 855]
article-sahitya-academy — [1130, 55, 1494, 855]
footer-registration-bar — [0, 2310, 1500, 2335]
col-header: Class of Con-tractors — [1373, 1005, 1425, 1043]
nhm-reference: 10002/13/0026/1415 — [969, 1920, 1052, 1931]
table-row — [970, 1059, 1487, 1097]
cell: 9 (Nine) calendar months — [1424, 1059, 1486, 1097]
nh-bid-id: BID IDENTIFICATION NO. 06 /SE NH, South of 2014-15 — [394, 1869, 637, 1880]
rmc-special-clause: Special Clause: When the bid amount is less than the estimated cost by more than 10% and within 15%, in such an event, the bidder have to deposit the additional performance security to the extent of 1.5 times of the differential cost of the bid amount and 90% of the estimated cost along with the bid in shape of Demand Draft drawn in any Nationalized Bank in favour of the Secretary, RMC, Bhanjanagar payable at Bhanjanagar failing which the bid will be rejected. — [969, 1277, 1487, 1326]
olic-title-line1: ODISHA LIFT IRRIGATION — [674, 1387, 860, 1404]
cell: 9 (Nine) calendar months — [1424, 1097, 1486, 1135]
ssa-notification — [582, 862, 952, 1372]
article-anganwadi — [202, 495, 924, 850]
cell: 10,500/- — [1290, 1135, 1373, 1173]
cell: 3 — [970, 1135, 1001, 1173]
cell: 1,05,93,227/- — [1156, 1097, 1228, 1135]
rmc-para2: The detailed tender documents can be obtained from the Office of the RMC, Bhanjanagar from 09.02.2015 to dt.18.02.2015 during office hours in any working day and can also be downloaded from official website of Ganjam district (http://www.ganjam.nic.in) & OSAM Board website (http://www.osamboard.org). The Technical Bid will be opened on 23.02.2015 at 11.00 AM in the Office of the Sub-Collector, Bhanjanagar, At/PO- Bhanjanagar, Dist.- Ganjam and the Financial Bid will be opened on the same day at 4.00 PM after finalization of technical bid. — [969, 1214, 1487, 1275]
ssa-order: By the Order of the Collector-cum-Chairman SSA, Balangir — [642, 1174, 892, 1186]
rmc-title: OFFICE OF THE REGULATED MARKET COMMITTEE, BHANJANAGAR — [969, 869, 1487, 889]
headline: ବିଦ୍ୟାଳୟର ବାର୍ଷିକ ଉତ୍ସବ — [936, 54, 1086, 101]
ad-contact: Contact- PRASANT SAHOO — [10, 1898, 188, 1912]
ad-display-classified — [6, 1383, 192, 1447]
rmc-schedule-title: SCHEDULED OF WORKS — [1165, 990, 1291, 1002]
cell: 'B' & 'A' — [1373, 1059, 1425, 1097]
ssa-logo-text: ସର୍ବ ଶିକ୍ଷା ଅଭିଯାନ — [724, 869, 810, 883]
ad-email: Email: anitafinanceltd@gmail.com — [10, 1934, 146, 1945]
col-number: 7 — [836, 1989, 889, 2005]
olic-email: Email: eeolicsnp@rediffmail.com — [694, 1457, 840, 1468]
ssa-date: Dt. 07.02.2015 — [879, 927, 945, 938]
nhm-band: ଓଡ଼ିଶାକୁ ସମ୍ପୂର୍ଣ୍ଣ କୁଷ୍ଠମୁକ୍ତ କରିବା ପାଇଁ ବିଶେଷ କାର୍ଯ୍ୟକ୍ରମ — [969, 1558, 1487, 1618]
cell: 'A' & Special — [836, 2005, 889, 2065]
photo-caption: ମାଲକାନଗିରି ଜିଲ୍ଲା କୁଡ଼ୁମୁଲୁଗୁମ୍ମା ବ୍ଲକ ଗୋବିନ୍ଦ ମଠ ଉଚ୍ଚ ବିଦ୍ୟାଳୟର ବାର୍ଷିକ ଉତ୍ସବ ସମାରୋହରେ ମଞ୍ଚାସୀନ ଅତିଥିମାନେ। — [321, 472, 805, 483]
rmc-right: The authority reserves the right to reject any or all tenders without assigning any reason thereof. — [969, 1339, 1377, 1351]
nh-work-table — [394, 1939, 946, 2065]
col-header: Period of Com-pletion — [1424, 1005, 1486, 1043]
col-header: Name of the Work — [417, 1940, 538, 1989]
cell: 'B' & 'A' — [1373, 1097, 1425, 1135]
table-row — [970, 1097, 1487, 1135]
column-rule — [957, 862, 958, 2122]
nh-date: /Dt. — [931, 1880, 946, 1891]
school-stage-image — [202, 55, 924, 467]
col-header: Apprx. Value of work (in Rs.) — [1156, 1005, 1228, 1043]
cell: 1,20,800/- — [1228, 1059, 1290, 1097]
article-body: କୋରାପୁଟ ଜିଲ୍ଲା ସଦର ମହକୁମା ହସ୍ପିଟାଲ ପରିସରରେ ଏକ ରକ୍ତ ଦାନ ଶିବିର ଆୟୋଜିତ ହୋଇଯାଇଛି। ସ୍ୱେଚ୍ଛାସେବୀ ସଂଗଠନ ଓ ଯୁବ ସଂଘର ମିଳିତ ସହଯୋଗରେ ଅନୁଷ୍ଠିତ ଏହି ଶିବିରରେ ବହୁ ଯୁବକ ସ୍ୱେଚ୍ଛାରେ ରକ୍ତଦାନ କରିଥିଲେ। ଶିବିରକୁ ମୁଖ୍ୟ ଜିଲ୍ଲା ଚିକିତ୍ସା ଅଧିକାରୀ ଉଦ୍‌ଘାଟନ କରି ରକ୍ତଦାନକୁ ମହାଦାନ ବୋଲି ବର୍ଣ୍ଣନା କରିଥିଲେ। ରକ୍ତଦାତାମାନଙ୍କୁ ପ୍ରମାଣପତ୍ର ପ୍ରଦାନ କରାଯାଇଥିଲା। ବ୍ଲଡ ବ୍ୟାଙ୍କ ଅଧିକାରୀମାନେ ଉପସ୍ଥିତ ରହି ସମସ୍ତ ବ୍ୟବସ୍ଥା ତଦାରଖ କରିଥିଲେ। — [202, 1165, 572, 1272]
ad-mahalakshmi — [6, 1628, 192, 1808]
column-rule — [577, 862, 578, 1807]
nh-invitation-for-bids — [388, 1820, 952, 2144]
nh-para3: 3. Corrigendum if required subsequently shall be available only in the above mentioned website. — [394, 2089, 777, 2100]
ad-body: ସରକାରୀ ଓ ବେସରକାରୀ କର୍ମଚାରୀଙ୍କ ପାଇଁ ସହଜ କିସ୍ତିରେ ଋଣ ଉପଲବ୍ଧ। ଅଳ୍ପ କାଗଜପତ୍ର ଓ ତୁରନ୍ତ ସେବା। — [12, 1481, 177, 1519]
col-number: 2 — [417, 1989, 538, 2005]
photo-banner-text: ତ୍ରୟଟିଂଶତମ ବାର୍ଷିକ ଉତ୍ସବ — [457, 87, 617, 103]
photo-caption: ରକ୍ତ ଦାନ ଶିବିରରେ ରକ୍ତଦାନ କରୁଛନ୍ତି। — [305, 1149, 469, 1161]
olic-signature: Er. B. Mohanta, Executive Engineer — [777, 1677, 945, 1689]
cell: 10,500/- — [1290, 1059, 1373, 1097]
cell: 1,06,000/- — [1228, 1097, 1290, 1135]
col-number: 2 — [1001, 1043, 1156, 1059]
dateline: ଗୁଣପୁର, ୮।୨(ଓ.ନ.ଏ.)- — [202, 1863, 310, 1877]
col-number: 7 — [1424, 1043, 1486, 1059]
section-rule — [200, 855, 1494, 857]
col-header: Value of Work (Approx) (Rupees in Crores) — [618, 1940, 686, 1989]
school-function-photo — [202, 55, 924, 490]
ssa-office: DISTRICT PROJECT OFFICE, SSA, BALANGIR — [634, 886, 899, 900]
